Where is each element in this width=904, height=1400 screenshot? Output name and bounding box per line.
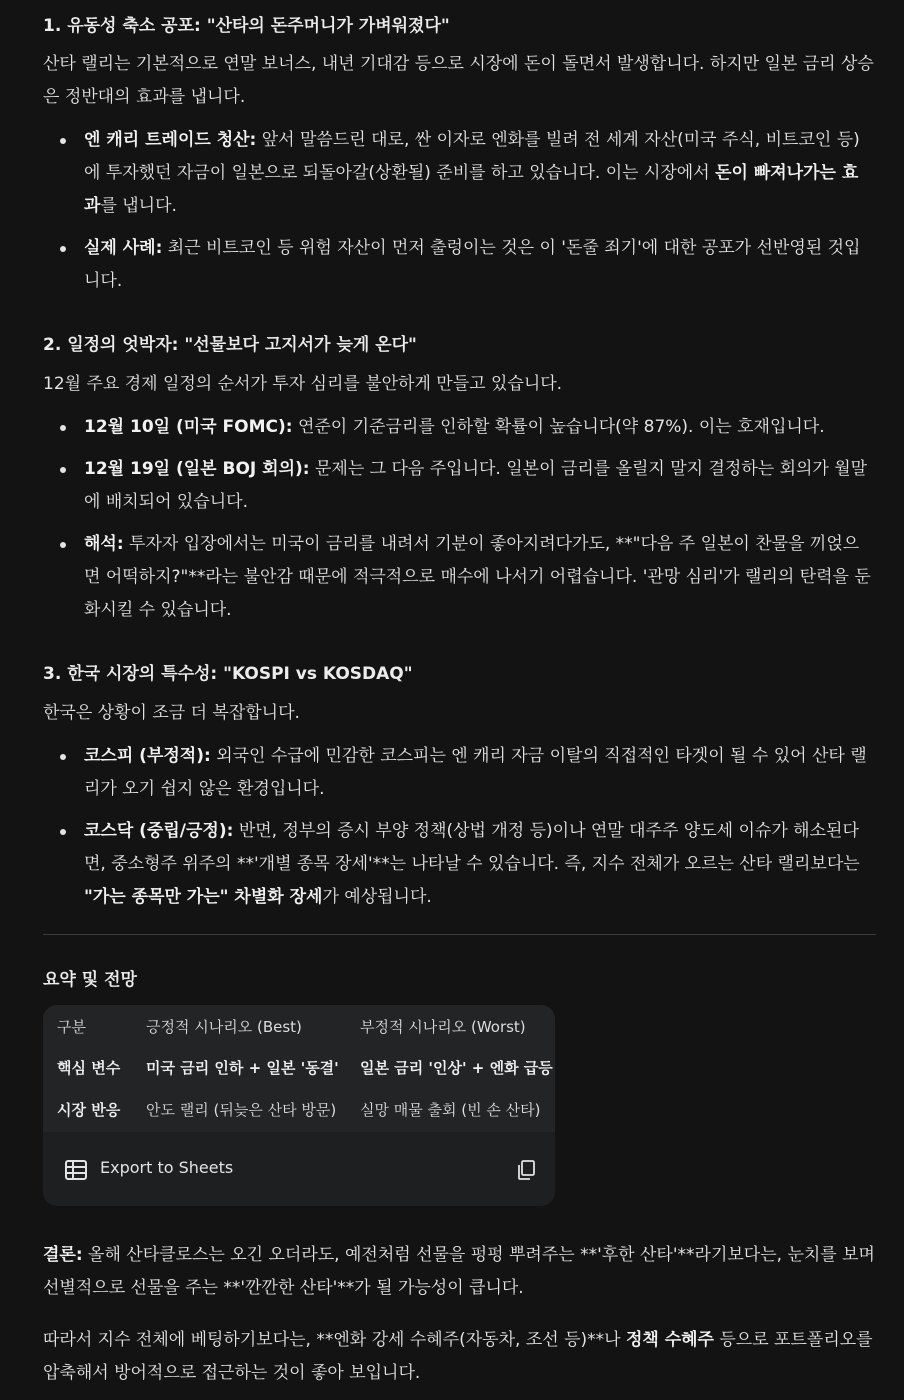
bullet-text: 가 예상됩니다. xyxy=(322,887,432,907)
list-item xyxy=(43,124,873,223)
bullet-emphasis: 돈이 빠져나가는 효과 xyxy=(84,163,859,216)
bullet-text: 최근 비트코인 등 위험 자산이 먼저 출렁이는 것은 이 '돈줄 죄기'에 대한 공포가 선반영된 것입니다. xyxy=(84,238,861,291)
section-1-heading: 1. 유동성 축소 공포: "산타의 돈주머니가 가벼워졌다" xyxy=(43,16,450,36)
bullet-text: 문제는 그 다음 주입니다. 일본이 금리를 올릴지 말지 결정하는 회의가 월말에 배치되어 있습니다. xyxy=(84,459,868,512)
section-3-list xyxy=(43,740,873,923)
table-header-cell: 구분 xyxy=(57,1018,86,1036)
section-1-intro: 산타 랠리는 기본적으로 연말 보너스, 내년 기대감 등으로 시장에 돈이 돌면서 발생합니다. 하지만 일본 금리 상승은 정반대의 효과를 냅니다. xyxy=(43,54,874,107)
list-item xyxy=(43,740,873,806)
table-header-cell: 긍정적 시나리오 (Best) xyxy=(146,1018,302,1036)
list-item xyxy=(43,453,873,519)
final-text: 따라서 지수 전체에 베팅하기보다는, **엔화 강세 수혜주(자동차, 조선 등)**나 xyxy=(43,1330,626,1350)
conclusion-text: 올해 산타클로스는 오긴 오더라도, 예전처럼 선물을 펑펑 뿌려주는 **'후한 산타'**라기보다는, 눈치를 보며 선별적으로 선물을 주는 **'깐깐한 산타'**가 될 가능성이 큽니다. xyxy=(43,1245,875,1298)
divider xyxy=(43,934,876,935)
summary-table xyxy=(43,1005,555,1132)
bullet-label: 해석: xyxy=(84,534,124,554)
section-3-intro: 한국은 상황이 조금 더 복잡합니다. xyxy=(43,703,300,723)
bullet-label: 12월 10일 (미국 FOMC): xyxy=(84,417,293,437)
conclusion-paragraph xyxy=(43,1239,883,1305)
table-cell: 일본 금리 '인상' + 엔화 급등 xyxy=(360,1059,553,1077)
final-emphasis: 정책 수혜주 xyxy=(625,1330,714,1350)
section-2-list xyxy=(43,411,873,636)
conclusion-label: 결론: xyxy=(43,1245,83,1265)
final-paragraph xyxy=(43,1324,883,1390)
bullet-text: 를 냅니다. xyxy=(100,196,177,216)
bullet-text: 연준이 기준금리를 인하할 확률이 높습니다(약 87%). 이는 호재입니다. xyxy=(292,417,825,437)
table-header-cell: 부정적 시나리오 (Worst) xyxy=(360,1018,526,1036)
export-to-sheets-button[interactable]: Export to Sheets xyxy=(100,1158,234,1177)
sheets-grid-icon[interactable] xyxy=(65,1159,87,1192)
section-2-intro: 12월 주요 경제 일정의 순서가 투자 심리를 불안하게 만들고 있습니다. xyxy=(43,374,563,394)
table-cell: 안도 랠리 (뒤늦은 산타 방문) xyxy=(146,1101,337,1119)
table-cell: 실망 매물 출회 (빈 손 산타) xyxy=(360,1101,541,1119)
summary-table-card xyxy=(43,1005,555,1206)
summary-heading: 요약 및 전망 xyxy=(43,970,137,990)
bullet-text: 외국인 수급에 민감한 코스피는 엔 캐리 자금 이탈의 직접적인 타겟이 될 수 있어 산타 랠리가 오기 쉽지 않은 환경입니다. xyxy=(84,746,867,799)
bullet-label: 12월 19일 (일본 BOJ 회의): xyxy=(84,459,310,479)
table-cell: 시장 반응 xyxy=(57,1101,121,1119)
bullet-text: 반면, 정부의 증시 부양 정책(상법 개정 등)이나 연말 대주주 양도세 이슈가 해소된다면, 중소형주 위주의 **'개별 종목 장세'**는 나타날 수 있습니다. 즉, 지수 전체가 오르는 산타 랠리보다는 xyxy=(84,821,860,874)
list-item xyxy=(43,411,873,444)
bullet-label: 코스닥 (중립/긍정): xyxy=(84,821,234,841)
list-item xyxy=(43,232,873,298)
section-1-list xyxy=(43,124,873,307)
table-cell: 핵심 변수 xyxy=(57,1059,121,1077)
section-3-heading: 3. 한국 시장의 특수성: "KOSPI vs KOSDAQ" xyxy=(43,664,413,684)
list-item xyxy=(43,815,873,914)
bullet-text: 투자자 입장에서는 미국이 금리를 내려서 기분이 좋아지려다가도, **"다음 주 일본이 찬물을 끼얹으면 어떡하지?"**라는 불안감 때문에 적극적으로 매수에 나서기 어렵습니다. '관망 심리'가 랠리의 탄력을 둔화시킬 수 있습니다. xyxy=(84,534,871,620)
bullet-label: 엔 캐리 트레이드 청산: xyxy=(84,130,257,150)
final-text: 등으로 포트폴리오를 압축해서 방어적으로 접근하는 것이 좋아 보입니다. xyxy=(43,1330,873,1383)
export-bar xyxy=(43,1132,555,1206)
list-item xyxy=(43,528,873,627)
bullet-label: 코스피 (부정적): xyxy=(84,746,211,766)
copy-icon[interactable] xyxy=(516,1159,536,1192)
bullet-label: 실제 사례: xyxy=(84,238,163,258)
bullet-emphasis: "가는 종목만 가는" 차별화 장세 xyxy=(84,887,323,907)
table-cell: 미국 금리 인하 + 일본 '동결' xyxy=(146,1059,339,1077)
bullet-text: 앞서 말씀드린 대로, 싼 이자로 엔화를 빌려 전 세계 자산(미국 주식, 비트코인 등)에 투자했던 자금이 일본으로 되돌아갈(상환될) 준비를 하고 있습니다. 이는 시장에서 xyxy=(84,130,860,183)
section-2-heading: 2. 일정의 엇박자: "선물보다 고지서가 늦게 온다" xyxy=(43,335,417,355)
